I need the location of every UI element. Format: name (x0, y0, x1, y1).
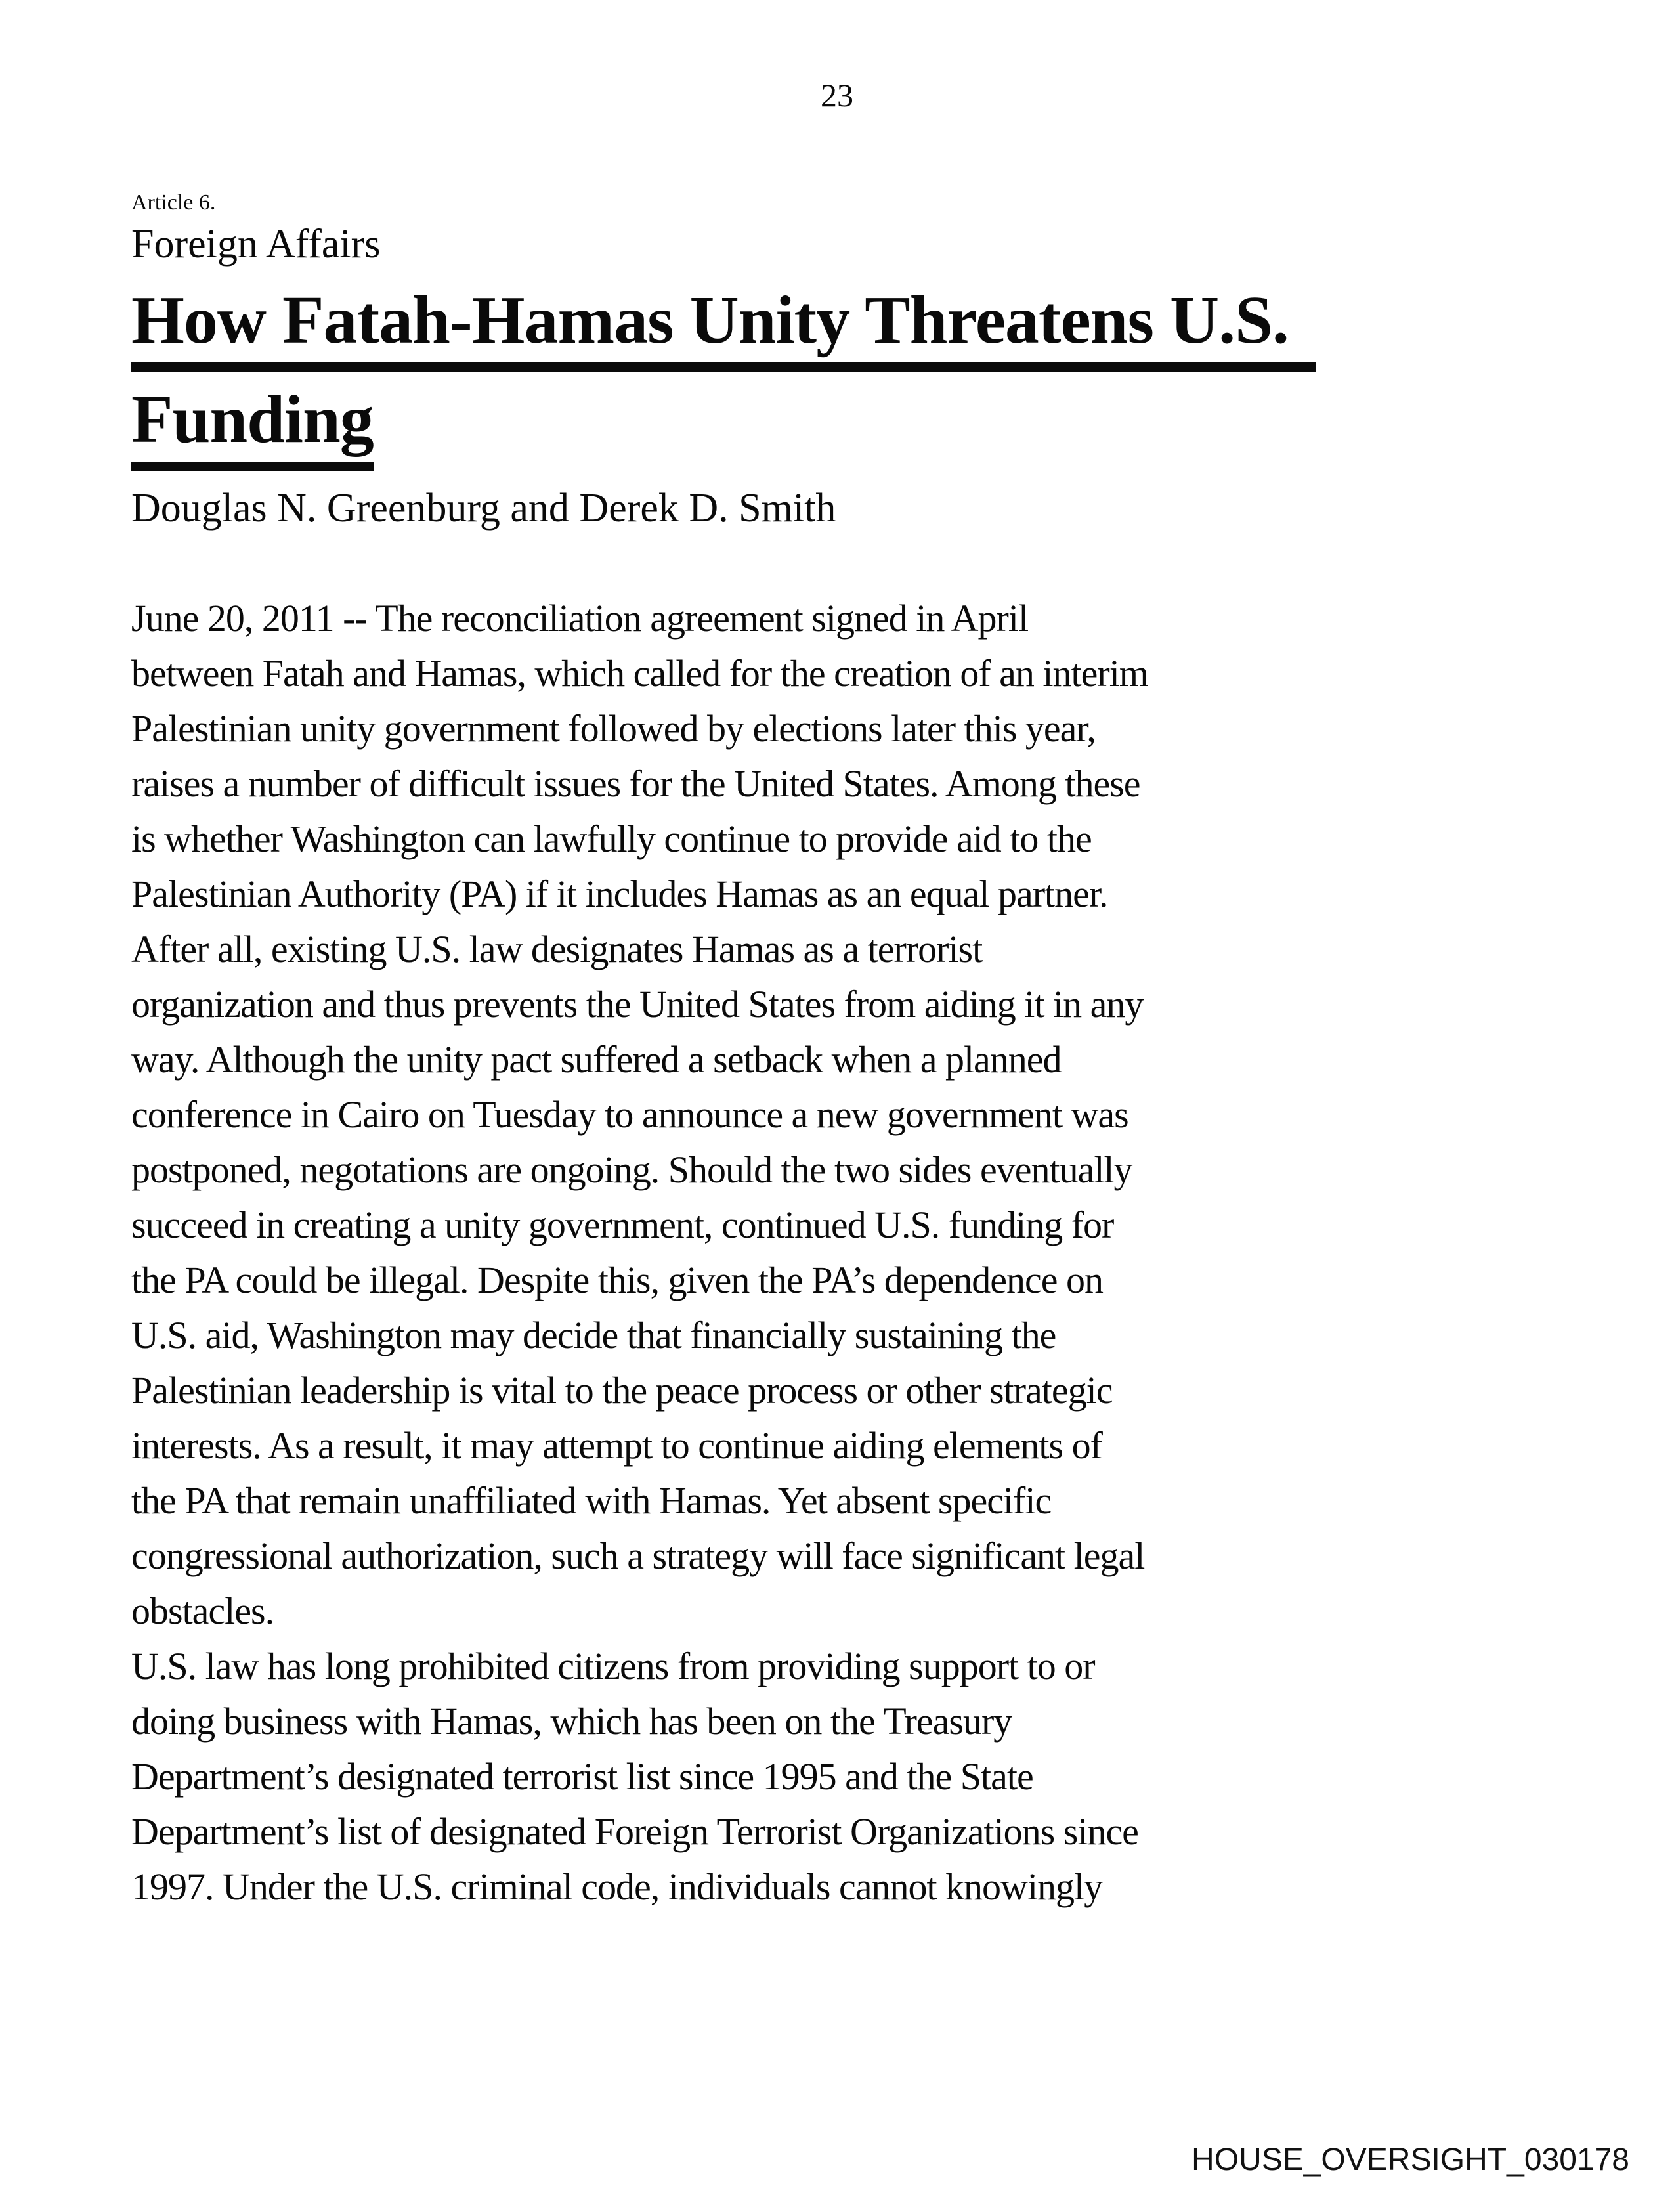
body-line: organization and thus prevents the United States from aiding it in any (131, 983, 1144, 1026)
body-line: raises a number of difficult issues for the United States. Among these (131, 762, 1140, 805)
body-text (131, 591, 1549, 1915)
page-number: 23 (821, 77, 853, 114)
article-title-line-2 (131, 383, 1549, 471)
body-line: After all, existing U.S. law designates Hamas as a terrorist (131, 928, 983, 970)
body-line: succeed in creating a unity government, continued U.S. funding for (131, 1204, 1114, 1246)
body-line: Department’s list of designated Foreign Terrorist Organizations since (131, 1810, 1138, 1853)
article-title-text-2: Funding (131, 383, 374, 471)
body-line: congressional authorization, such a strategy will face significant legal (131, 1534, 1145, 1577)
body-line: obstacles. (131, 1590, 274, 1632)
body-line: Palestinian Authority (PA) if it includes Hamas as an equal partner. (131, 873, 1108, 915)
body-line: Department’s designated terrorist list since 1995 and the State (131, 1755, 1033, 1798)
body-line: the PA could be illegal. Despite this, given the PA’s dependence on (131, 1259, 1103, 1301)
bates-stamp: HOUSE_OVERSIGHT_030178 (1191, 2142, 1629, 2177)
article-title (131, 284, 1549, 471)
body-line: June 20, 2011 -- The reconciliation agreement signed in April (131, 597, 1029, 640)
body-line: doing business with Hamas, which has been on the Treasury (131, 1700, 1012, 1743)
publication-name: Foreign Affairs (131, 222, 381, 267)
body-line: U.S. law has long prohibited citizens from providing support to or (131, 1645, 1095, 1687)
article-title-line-1 (131, 284, 1549, 383)
body-line: 1997. Under the U.S. criminal code, individuals cannot knowingly (131, 1865, 1103, 1908)
body-line: Palestinian leadership is vital to the peace process or other strategic (131, 1369, 1113, 1412)
article-content (131, 189, 1549, 1915)
body-line: the PA that remain unaffiliated with Hamas. Yet absent specific (131, 1479, 1052, 1522)
body-line: is whether Washington can lawfully continue to provide aid to the (131, 817, 1092, 860)
byline: Douglas N. Greenburg and Derek D. Smith (131, 486, 836, 531)
body-line: conference in Cairo on Tuesday to announce a new government was (131, 1093, 1128, 1136)
body-line: Palestinian unity government followed by elections later this year, (131, 707, 1096, 750)
article-title-text-1: How Fatah-Hamas Unity Threatens U.S. (131, 284, 1316, 372)
body-line: interests. As a result, it may attempt to continue aiding elements of (131, 1424, 1102, 1467)
body-line: postponed, negotations are ongoing. Should the two sides eventually (131, 1148, 1132, 1191)
body-line: U.S. aid, Washington may decide that financially sustaining the (131, 1314, 1056, 1356)
body-line: between Fatah and Hamas, which called for the creation of an interim (131, 652, 1148, 695)
body-line: way. Although the unity pact suffered a setback when a planned (131, 1038, 1062, 1081)
article-label: Article 6. (131, 190, 216, 215)
